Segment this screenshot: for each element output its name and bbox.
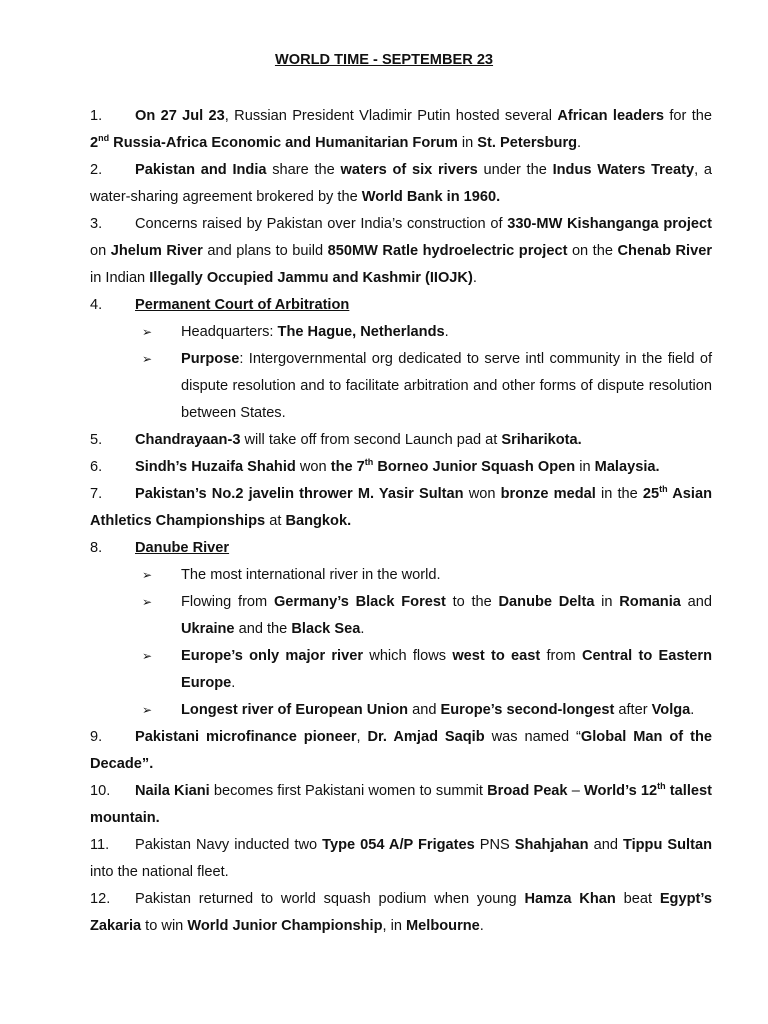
text-run: On 27 Jul 23 (135, 108, 225, 124)
text-run: Naila Kiani (135, 783, 210, 799)
text-run: , in (382, 918, 407, 934)
text-run: in (575, 459, 595, 475)
text-run: Volga (651, 702, 691, 718)
text-run: and (408, 702, 441, 718)
text-run: and the (234, 621, 292, 637)
text-run: Pakistan returned to world squash podium when young (135, 891, 525, 907)
text-run: west to east (452, 648, 541, 664)
text-run: Danube Delta (498, 594, 595, 610)
text-run: World’s 12 (584, 783, 658, 799)
news-item: 2. Pakistan and India share the waters of six rivers under the Indus Waters Treaty, a water-sharing agreement brokered by the World Bank in 1960. (90, 162, 712, 205)
arrow-bullet-icon: ➢ (142, 568, 153, 582)
text-run: Russia-Africa Economic and Humanitarian Forum (109, 135, 458, 151)
text-run: . (231, 675, 236, 691)
item-heading: Danube River (135, 540, 230, 556)
text-run: Germany’s Black Forest (273, 594, 446, 610)
news-item: 5. Chandrayaan-3 will take off from second Launch pad at Sriharikota. (90, 432, 582, 448)
bullet-item (96, 319, 712, 346)
text-run: was named “ (484, 729, 581, 745)
text-run: Longest river of European Union (181, 702, 409, 718)
item-number: 4. (90, 297, 103, 313)
news-item: 10. Naila Kiani becomes first Pakistani women to summit Broad Peak – World’s 12th tallest mountain. (90, 781, 712, 826)
text-run: into the national fleet. (90, 864, 229, 880)
item-heading: Permanent Court of Arbitration (135, 297, 350, 313)
text-run: Sriharikota. (501, 432, 582, 448)
bullet-list (96, 319, 712, 427)
text-run: and plans to build (202, 243, 328, 259)
bullet-list (96, 562, 712, 724)
text-run: Broad Peak (487, 783, 568, 799)
text-run: Hamza Khan (524, 891, 616, 907)
news-item (90, 535, 713, 724)
text-run: beat (615, 891, 660, 907)
text-run: , Russian President Vladimir Putin hosted several (224, 108, 558, 124)
arrow-bullet-icon: ➢ (142, 325, 153, 339)
text-run: on the (567, 243, 618, 259)
item-number: 8. (90, 540, 103, 556)
news-item: 7. Pakistan’s No.2 javelin thrower M. Yasir Sultan won bronze medal in the 25th Asian Athletics Championships at Bangkok. (90, 484, 712, 529)
text-run: will take off from second Launch pad at (240, 432, 502, 448)
text-run: tallest mountain. (90, 783, 712, 826)
text-run: Egypt’s Zakaria (90, 891, 712, 934)
text-run: . (444, 324, 449, 340)
text-run: th (659, 484, 668, 494)
bullet-item (96, 697, 712, 724)
text-run: , a water-sharing agreement brokered by the (90, 162, 712, 205)
text-run: Central to Eastern Europe (181, 648, 713, 691)
text-run: . (577, 135, 582, 151)
page-title: WORLD TIME - SEPTEMBER 23 (274, 52, 494, 68)
text-run: Jhelum River (110, 243, 203, 259)
text-run: nd (98, 133, 110, 143)
arrow-bullet-icon: ➢ (142, 595, 153, 609)
arrow-bullet-icon: ➢ (142, 649, 153, 663)
text-run: Borneo Junior Squash Open (373, 459, 576, 475)
text-run: Asian Athletics Championships (90, 486, 712, 529)
text-run: World Junior Championship (187, 918, 383, 934)
text-run: . (360, 621, 365, 637)
text-run: Concerns raised by Pakistan over India’s construction of (135, 216, 508, 232)
text-run: . (690, 702, 695, 718)
text-run: African leaders (557, 108, 665, 124)
text-run: th (364, 457, 374, 467)
text-run: Dr. Amjad Saqib (367, 729, 485, 745)
text-run: in (457, 135, 478, 151)
text-run: which flows (363, 648, 453, 664)
text-run: Malaysia. (594, 459, 660, 475)
text-run: becomes first Pakistani women to summit (209, 783, 488, 799)
text-run: Melbourne (406, 918, 480, 934)
arrow-bullet-icon: ➢ (142, 352, 153, 366)
text-run: Indus Waters Treaty (552, 162, 695, 178)
bullet-item (96, 346, 712, 427)
bullet-item (96, 589, 712, 643)
text-run: – (567, 783, 585, 799)
text-run: Illegally Occupied Jammu and Kashmir (IIOJK) (149, 270, 473, 286)
news-item: 9. Pakistani microfinance pioneer, Dr. Amjad Saqib was named “Global Man of the Decade”. (90, 729, 712, 772)
news-item: 12. Pakistan returned to world squash podium when young Hamza Khan beat Egypt’s Zakaria to win World Junior Championship, in Melbourne. (90, 891, 712, 934)
text-run: won (463, 486, 501, 502)
text-run: for the (664, 108, 712, 124)
text-run: Type 054 A/P Frigates (322, 837, 475, 853)
text-run: to win (141, 918, 188, 934)
news-list (90, 103, 713, 940)
text-run: 25 (642, 486, 660, 502)
news-item (90, 292, 712, 427)
text-run: Chenab River (617, 243, 713, 259)
text-run: under the (477, 162, 553, 178)
text-run: Black Sea (291, 621, 361, 637)
text-run: St. Petersburg (477, 135, 578, 151)
text-run: after (614, 702, 652, 718)
text-run: 2 (90, 135, 99, 151)
arrow-bullet-icon: ➢ (142, 703, 153, 717)
text-run: won (295, 459, 331, 475)
text-run: and (680, 594, 712, 610)
news-item: 6. Sindh’s Huzaifa Shahid won the 7th Borneo Junior Squash Open in Malaysia. (90, 457, 660, 475)
text-run: Headquarters: (181, 324, 278, 340)
text-run: Global Man of the Decade”. (90, 729, 712, 772)
text-run: 330-MW Kishanganga project (507, 216, 712, 232)
text-run: Chandrayaan-3 (135, 432, 241, 448)
text-run: waters of six rivers (340, 162, 478, 178)
text-run: Europe’s only major river (181, 648, 364, 664)
text-run: The Hague, Netherlands (277, 324, 445, 340)
text-run: Romania (619, 594, 681, 610)
text-run: Europe’s second-longest (440, 702, 615, 718)
text-run: in Indian (90, 270, 150, 286)
text-run: from (540, 648, 582, 664)
text-run: Flowing from (181, 594, 274, 610)
text-run: share the (266, 162, 341, 178)
text-run: Ukraine (181, 621, 235, 637)
text-run: Pakistan Navy inducted two (135, 837, 323, 853)
text-run: The most international river in the world. (181, 567, 441, 583)
text-run: the 7 (330, 459, 365, 475)
text-run: bronze medal (500, 486, 596, 502)
text-run: 850MW Ratle hydroelectric project (327, 243, 568, 259)
text-run: Pakistani microfinance pioneer (135, 729, 357, 745)
text-run: on (90, 243, 111, 259)
text-run: Sindh’s Huzaifa Shahid (135, 459, 296, 475)
text-run: and (588, 837, 623, 853)
text-run: in (594, 594, 620, 610)
news-item: 1. On 27 Jul 23, Russian President Vladimir Putin hosted several African leaders for the 2nd Russia-Africa Economic and Humanitarian Forum in St. Petersburg. (90, 108, 712, 151)
text-run: Pakistan and India (135, 162, 267, 178)
text-run: : Intergovernmental org dedicated to serve intl community in the field of dispute resolution and to facilitate arbitration and other forms of dispute resolution between States. (181, 351, 712, 421)
text-run: in the (595, 486, 643, 502)
bullet-item (96, 562, 712, 589)
text-run: at (265, 513, 286, 529)
news-item: 11. Pakistan Navy inducted two Type 054 A/P Frigates PNS Shahjahan and Tippu Sultan into the national fleet. (90, 837, 712, 880)
text-run: Purpose (181, 351, 240, 367)
text-run: Pakistan’s No.2 javelin thrower M. Yasir Sultan (135, 486, 464, 502)
bullet-item (96, 643, 712, 697)
text-run: Shahjahan (514, 837, 589, 853)
text-run: World Bank in 1960. (361, 189, 501, 205)
text-run: . (472, 270, 477, 286)
text-run: , (356, 729, 368, 745)
text-run: Tippu Sultan (622, 837, 712, 853)
text-run: . (479, 918, 484, 934)
news-item: 3. Concerns raised by Pakistan over India’s construction of 330-MW Kishanganga project on Jhelum River and plans to build 850MW Ratle hydroelectric project on the Chenab River in Indian Illegally Occupied Jammu and Kashmir (IIOJK). (90, 216, 713, 286)
text-run: th (657, 781, 666, 791)
text-run: to the (445, 594, 499, 610)
text-run: Bangkok. (285, 513, 352, 529)
text-run: PNS (474, 837, 515, 853)
